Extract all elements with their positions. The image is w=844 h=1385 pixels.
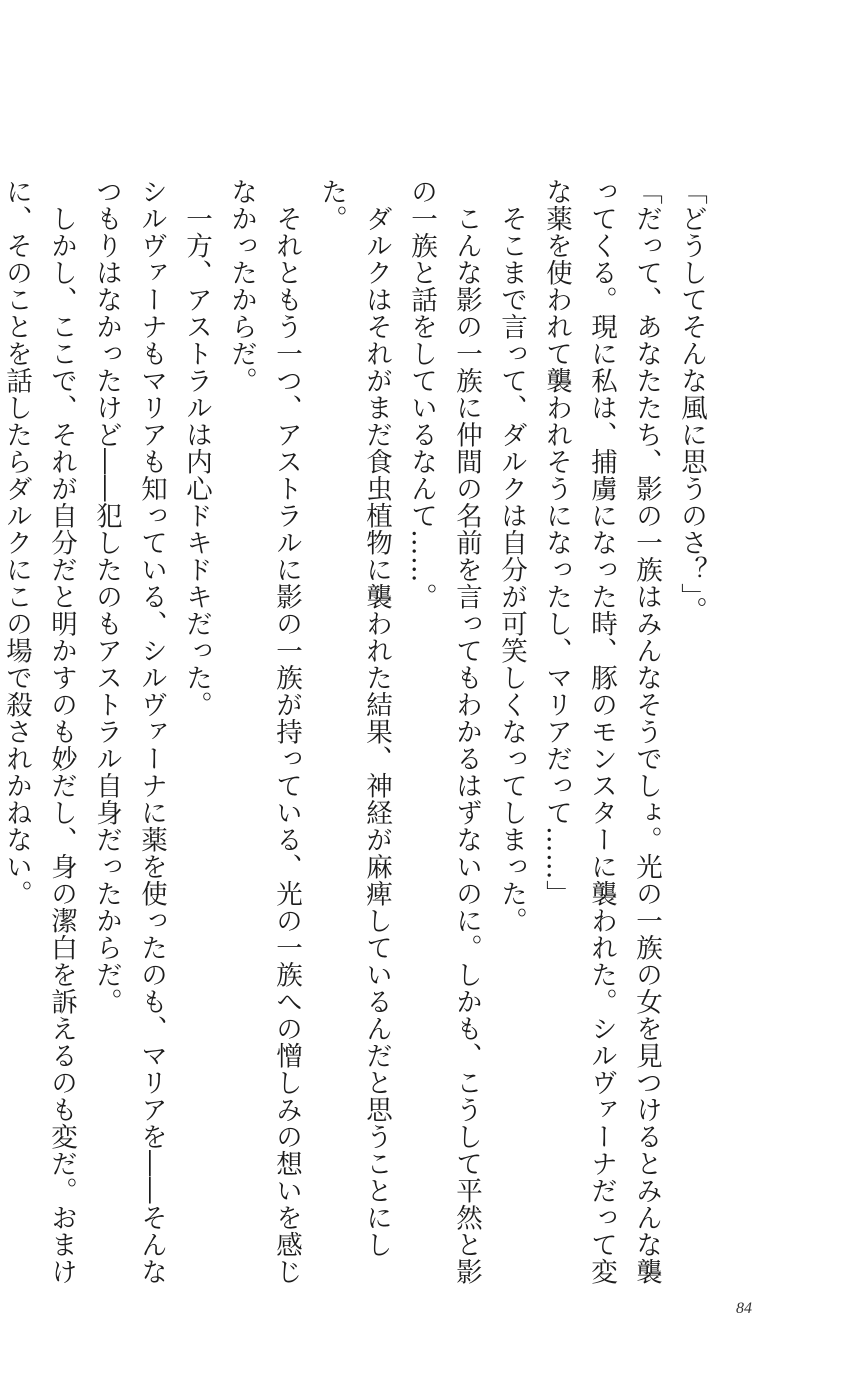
narration-paragraph-6: それともう一つ、アストラルに影の一族が持っている、光の一族への憎しみの想いを感じなかったからだ。	[226, 178, 302, 1285]
dialogue-paragraph-2: 「だって、あなたたち、影の一族はみんなそうでしょ。光の一族の女を見つけるとみんな襲ってくる。現に私は、捕虜になった時、豚のモンスターに襲われた。シルヴァーナだって変な薬を使われて襲われそうになったし、マリアだって……」	[541, 178, 662, 1285]
narration-paragraph-8: シルヴァーナもマリアも知っている、シルヴァーナに薬を使ったのも、マリアを――そんなつもりはなかったけど――犯したのもアストラル自身だったからだ。	[91, 178, 167, 1285]
narration-paragraph-5: ダルクはそれがまだ食虫植物に襲われた結果、神経が麻痺しているんだと思うことにした。	[316, 178, 392, 1258]
vertical-text-body	[0, 178, 714, 1308]
narration-paragraph-3: そこまで言って、ダルクは自分が可笑しくなってしまった。	[496, 204, 527, 934]
page-number: 84	[736, 1300, 752, 1317]
narration-paragraph-4: こんな影の一族に仲間の名前を言ってもわかるはずないのに。しかも、こうして平然と影の一族と話をしているなんて……。	[406, 178, 482, 1285]
narration-paragraph-9: しかし、ここで、それが自分だと明かすのも妙だし、身の潔白を訴えるのも変だ。おまけに、そのことを話したらダルクにこの場で殺されかねない。	[1, 178, 77, 1285]
dialogue-paragraph-1: 「どうしてそんな風に思うのさ？」。	[676, 178, 707, 624]
narration-paragraph-7: 一方、アストラルは内心ドキドキだった。	[181, 204, 212, 718]
